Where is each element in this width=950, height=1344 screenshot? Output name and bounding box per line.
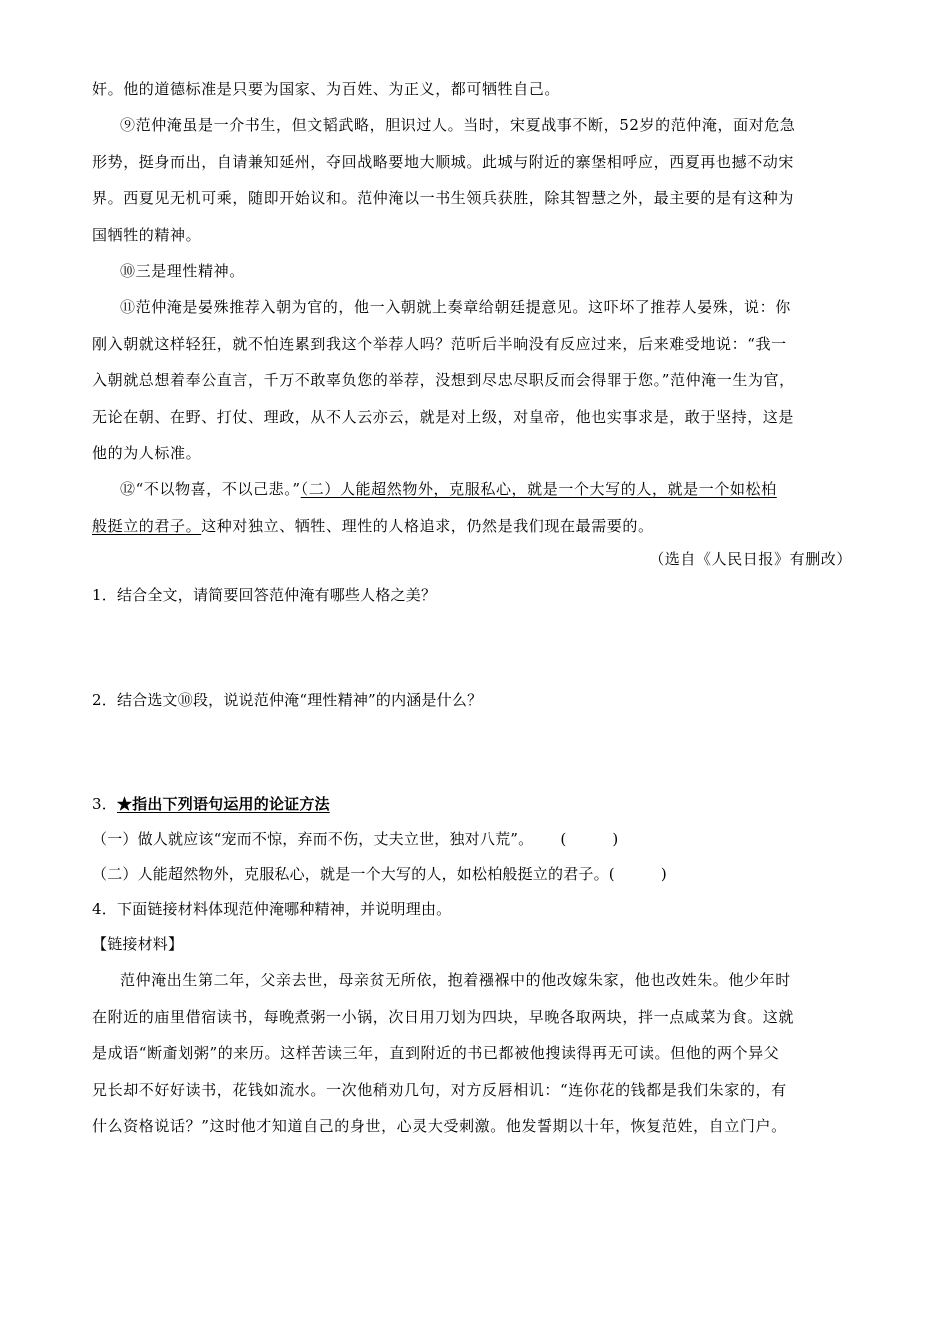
question-2: 2．结合选文⑩段，说说范仲淹“理性精神”的内涵是什么？ [92,691,483,709]
question-3-item-2 [92,864,862,884]
passage-paragraph-12-line [120,479,860,499]
link-material-line: 是成语“断齑划粥”的来历。这样苦读三年，直到附近的书已都被他搜读得再无可读。但他的两个异父 [92,1044,780,1062]
passage-paragraph-12-line [92,516,862,536]
answer-paren-open: ( [560,830,567,848]
question-4: 4．下面链接材料体现范仲淹哪种精神，并说明理由。 [92,900,452,918]
question-3-item-1-text: （一）做人就应该“宠而不惊，弃而不伤，丈夫立世，独对八荒”。 [92,830,534,848]
passage-paragraph-11-line: 刚入朝就这样轻狂，就不怕连累到我这个举荐人吗？范听后半晌没有反应过来，后来难受地说：“我一 [92,335,787,353]
passage-paragraph-11-line: 无论在朝、在野、打仗、理政，从不人云亦云，就是对上级，对皇帝，他也实事求是，敢于坚持，这是 [92,408,795,426]
passage-paragraph-10: ⑩三是理性精神。 [120,262,245,280]
question-3-item-2-text: （二）人能超然物外，克服私心，就是一个大写的人，如松柏般挺立的君子。( [92,865,615,883]
link-material-line: 兄长却不好好读书，花钱如流水。一次他稍劝几句，对方反唇相讥：“连你花的钱都是我们朱家的，有 [92,1081,787,1099]
link-material-heading: 【链接材料】 [92,935,184,953]
passage-paragraph-9-line: 形势，挺身而出，自请兼知延州，夺回战略要地大顺城。此城与附近的寨堡相呼应，西夏再也撼不动宋 [92,153,795,171]
answer-paren-close: ) [612,830,619,848]
paragraph-12-conclusion: 这种对独立、牺牲、理性的人格追求，仍然是我们现在最需要的。 [201,517,654,535]
underlined-sentence-2-continued: 般挺立的君子。 [92,517,202,535]
passage-paragraph-9-line: 界。西夏见无机可乘，随即开始议和。范仲淹以一书生领兵获胜，除其智慧之外，最主要的是有这种为 [92,189,795,207]
question-3-header [92,794,862,814]
passage-paragraph-9-line: ⑨范仲淹虽是一介书生，但文韬武略，胆识过人。当时，宋夏战事不断，52岁的范仲淹，面对危急 [120,116,796,134]
question-3-number: 3． [92,795,117,813]
question-3-title: ★指出下列语句运用的论证方法 [116,795,330,813]
question-3-item-1 [92,829,862,849]
paragraph-12-quote: ⑫“不以物喜，不以己悲。” [120,480,301,498]
question-1: 1．结合全文，请简要回答范仲淹有哪些人格之美？ [92,586,437,604]
passage-paragraph-8-tail: 奸。他的道德标准是只要为国家、为百姓、为正义，都可牺牲自己。 [92,80,561,98]
link-material-line: 在附近的庙里借宿读书，每晚煮粥一小锅，次日用刀划为四块，早晚各取两块，拌一点咸菜为食。这就 [92,1008,795,1026]
passage-source: （选自《人民日报》有删改） [649,550,852,568]
underlined-sentence-2: （二）人能超然物外，克服私心，就是一个大写的人，就是一个如松柏 [300,480,777,498]
link-material-line: 什么资格说话？”这时他才知道自己的身世，心灵大受刺激。他发誓期以十年，恢复范姓，自立门户。 [92,1117,787,1135]
passage-paragraph-11-line: ⑪范仲淹是晏殊推荐入朝为官的，他一入朝就上奏章给朝廷提意见。这吓坏了推荐人晏殊，说：你 [120,298,791,316]
passage-paragraph-11-line: 入朝就总想着奉公直言，千万不敢辜负您的举荐，没想到尽忠尽职反而会得罪于您。”范仲淹一生为官， [92,371,795,389]
passage-paragraph-9-line: 国牺牲的精神。 [92,226,202,244]
link-material-line: 范仲淹出生第二年，父亲去世，母亲贫无所依，抱着襁褓中的他改嫁朱家，他也改姓朱。他少年时 [120,971,791,989]
passage-paragraph-11-line: 他的为人标准。 [92,444,202,462]
answer-paren-close: ) [660,865,667,883]
